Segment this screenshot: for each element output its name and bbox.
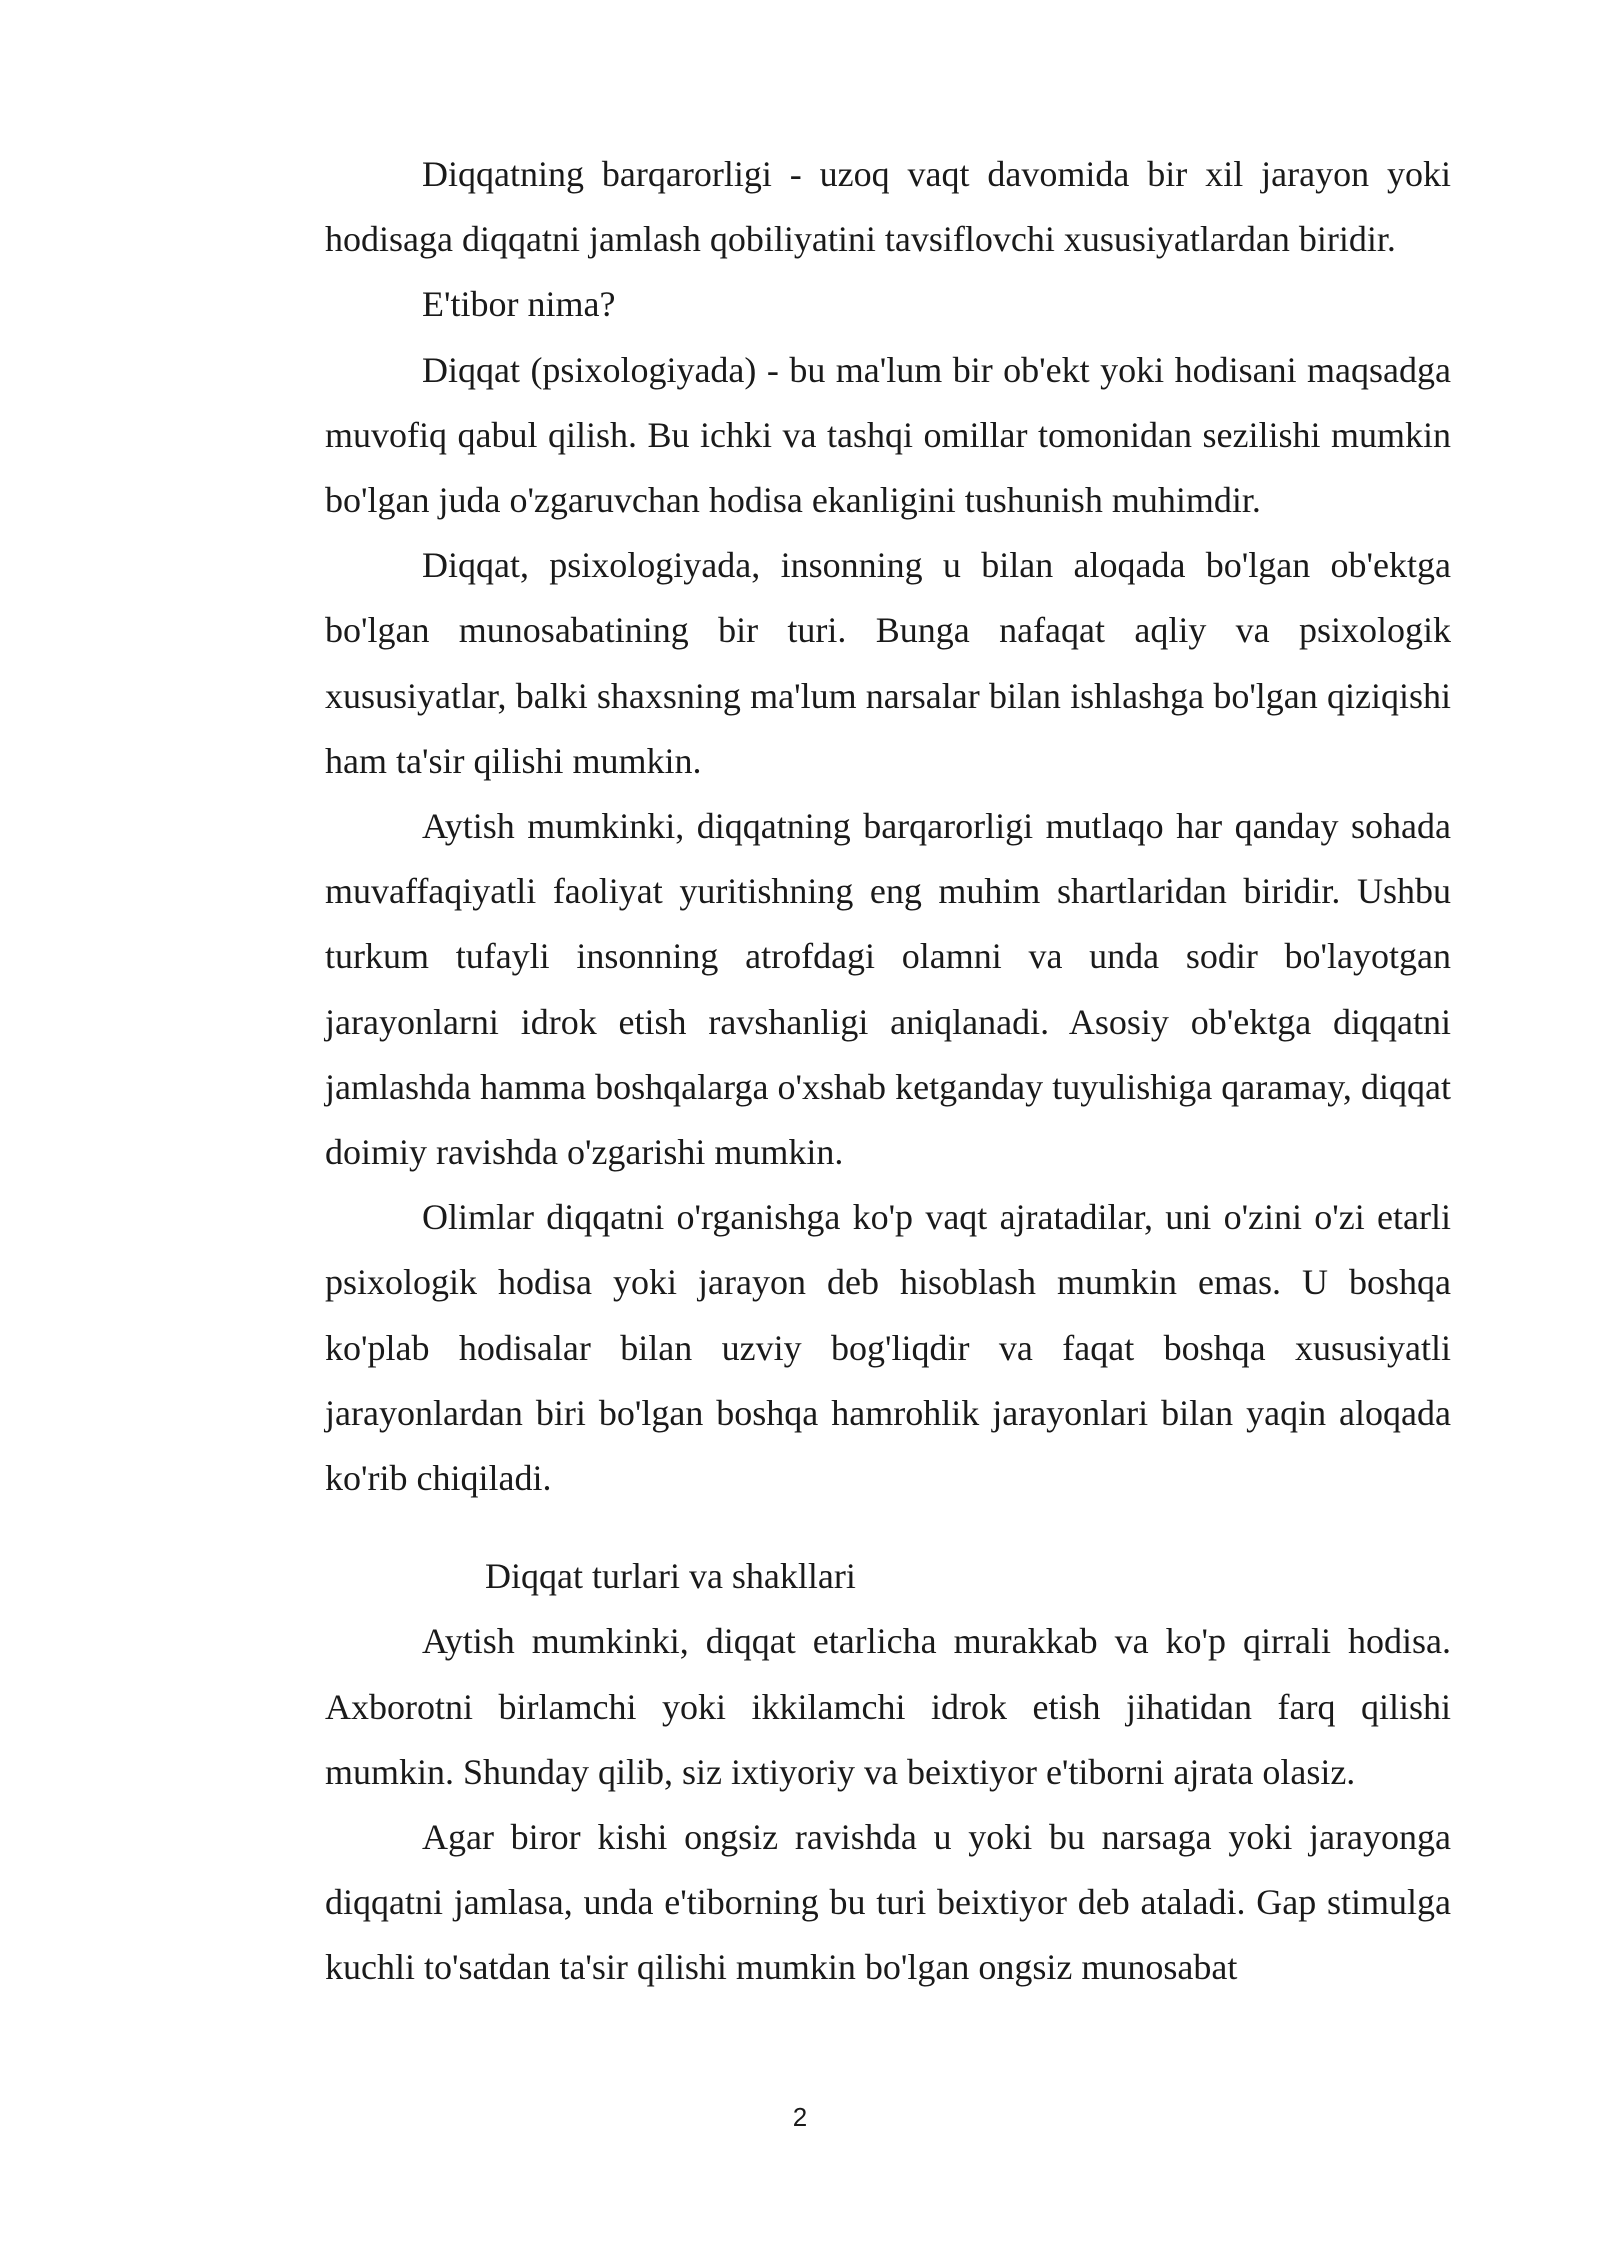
paragraph: Diqqatning barqarorligi - uzoq vaqt davomida bir xil jarayon yoki hodisaga diqqatni jamlash qobiliyatini tavsiflovchi xususiyatlardan biridir. xyxy=(325,154,1451,260)
section-heading: Diqqat turlari va shakllari xyxy=(485,1556,856,1597)
paragraph: Diqqat (psixologiyada) - bu ma'lum bir ob'ekt yoki hodisani maqsadga muvofiq qabul qilish. Bu ichki va tashqi omillar tomonidan sezilishi mumkin bo'lgan juda o'zgaruvchan hodisa ekanligini tushunish muhimdir. xyxy=(325,349,1451,521)
page-number: 2 xyxy=(792,2102,808,2132)
paragraph: Olimlar diqqatni o'rganishga ko'p vaqt ajratadilar, uni o'zini o'zi etarli psixologik hodisa yoki jarayon deb hisoblash mumkin emas. U boshqa ko'plab hodisalar bilan uzviy bog'liqdir va faqat boshqa xususiyatli jarayonlardan biri bo'lgan boshqa hamrohlik jarayonlari bilan yaqin aloqada ko'rib chiqiladi. xyxy=(325,1197,1451,1499)
paragraph: Agar biror kishi ongsiz ravishda u yoki bu narsaga yoki jarayonga diqqatni jamlasa, unda e'tiborning bu turi beixtiyor deb ataladi. Gap stimulga kuchli to'satdan ta'sir qilishi mumkin bo'lgan ongsiz munosabat xyxy=(325,1817,1451,1988)
paragraph: Aytish mumkinki, diqqat etarlicha murakkab va ko'p qirrali hodisa. Axborotni birlamchi yoki ikkilamchi idrok etish jihatidan farq qilishi mumkin. Shunday qilib, siz ixtiyoriy va beixtiyor e'tiborni ajrata olasiz. xyxy=(325,1621,1451,1792)
paragraph: Diqqat, psixologiyada, insonning u bilan aloqada bo'lgan ob'ektga bo'lgan munosabatining bir turi. Bunga nafaqat aqliy va psixologik xususiyatlar, balki shaxsning ma'lum narsalar bilan ishlashga bo'lgan qiziqishi ham ta'sir qilishi mumkin. xyxy=(325,545,1451,781)
paragraph-question: E'tibor nima? xyxy=(422,284,616,325)
paragraph: Aytish mumkinki, diqqatning barqarorligi mutlaqo har qanday sohada muvaffaqiyatli faoliyat yuritishning eng muhim shartlaridan biridir. Ushbu turkum tufayli insonning atrofdagi olamni va unda sodir bo'layotgan jarayonlarni idrok etish ravshanligi aniqlanadi. Asosiy ob'ektga diqqatni jamlashda hamma boshqalarga o'xshab ketganday tuyulishiga qaramay, diqqat doimiy ravishda o'zgarishi mumkin. xyxy=(325,806,1451,1173)
page-body xyxy=(325,142,1451,2001)
